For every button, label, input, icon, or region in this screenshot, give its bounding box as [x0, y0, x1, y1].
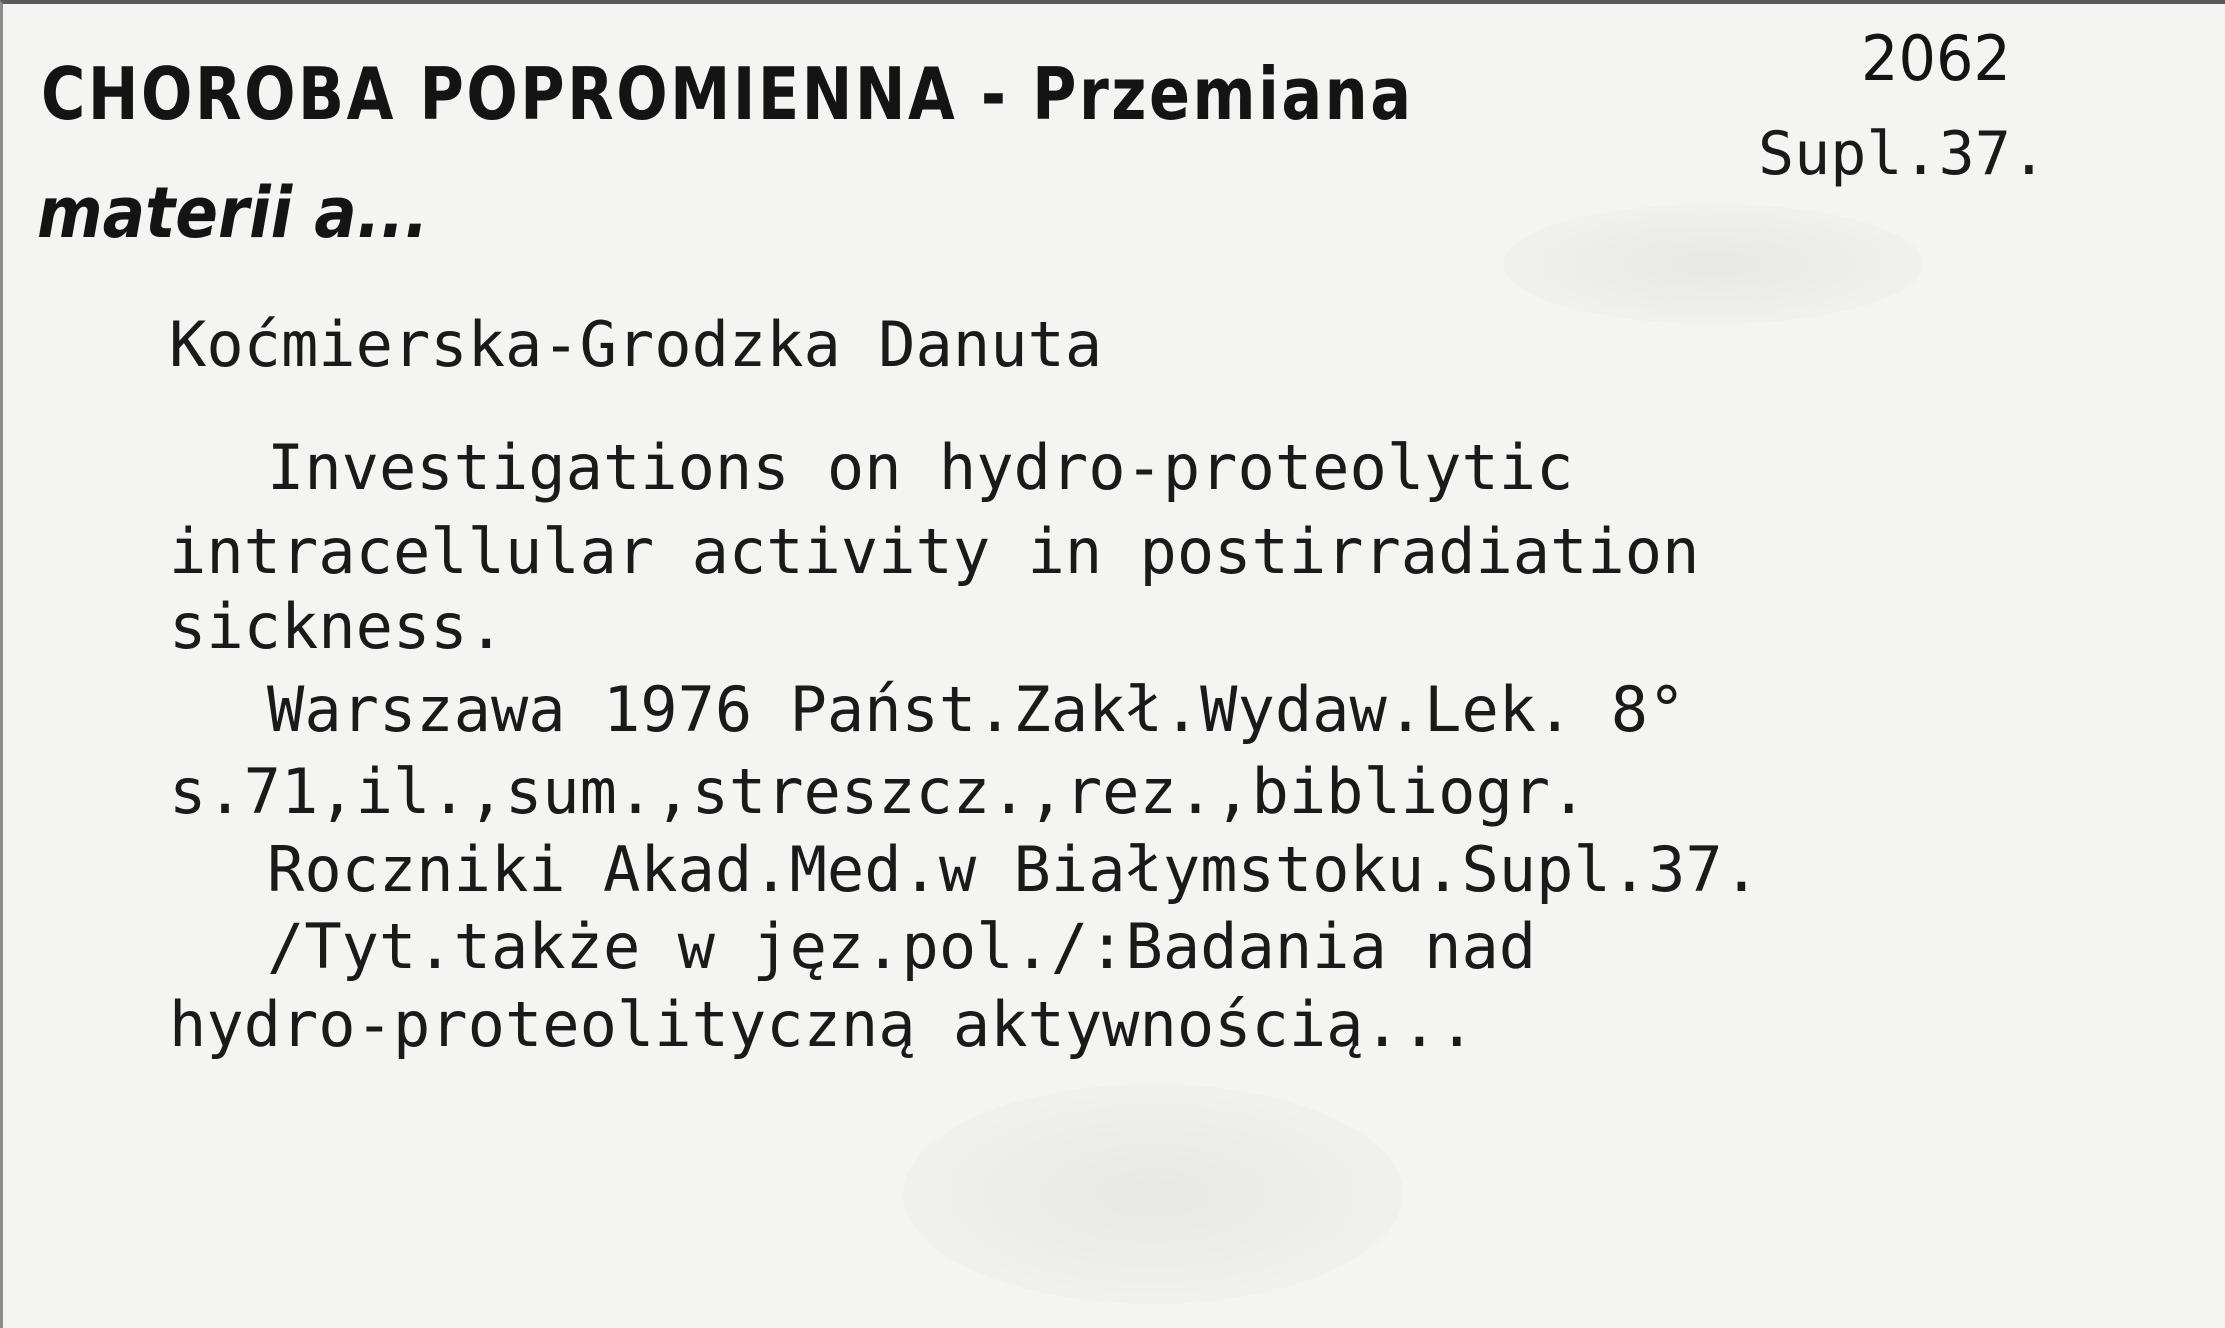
author-name: Koćmierska-Grodzka Danuta	[169, 308, 1103, 381]
title-line-3: sickness.	[169, 590, 505, 663]
subject-heading-line-1: CHOROBA POPROMIENNA - Przemiana	[41, 52, 1414, 136]
paper-smudge	[1503, 204, 1923, 324]
call-number: 2062	[1861, 22, 2011, 95]
title-line-1: Investigations on hydro-proteolytic	[267, 431, 1574, 504]
note-line-1: /Tyt.także w jęz.pol./:Badania nad	[267, 910, 1537, 983]
title-line-2: intracellular activity in postirradiation	[169, 515, 1700, 588]
imprint-line: Warszawa 1976 Państ.Zakł.Wydaw.Lek. 8°	[267, 673, 1686, 746]
collation-line: s.71,il.,sum.,streszcz.,rez.,bibliogr.	[169, 755, 1588, 828]
note-line-2: hydro-proteolityczną aktywnością...	[169, 988, 1476, 1061]
shelf-mark: Supl.37.	[1758, 119, 2047, 189]
series-line: Roczniki Akad.Med.w Białymstoku.Supl.37.	[267, 833, 1761, 906]
paper-smudge	[903, 1084, 1403, 1304]
subject-heading-line-2: materii a...	[37, 172, 429, 254]
